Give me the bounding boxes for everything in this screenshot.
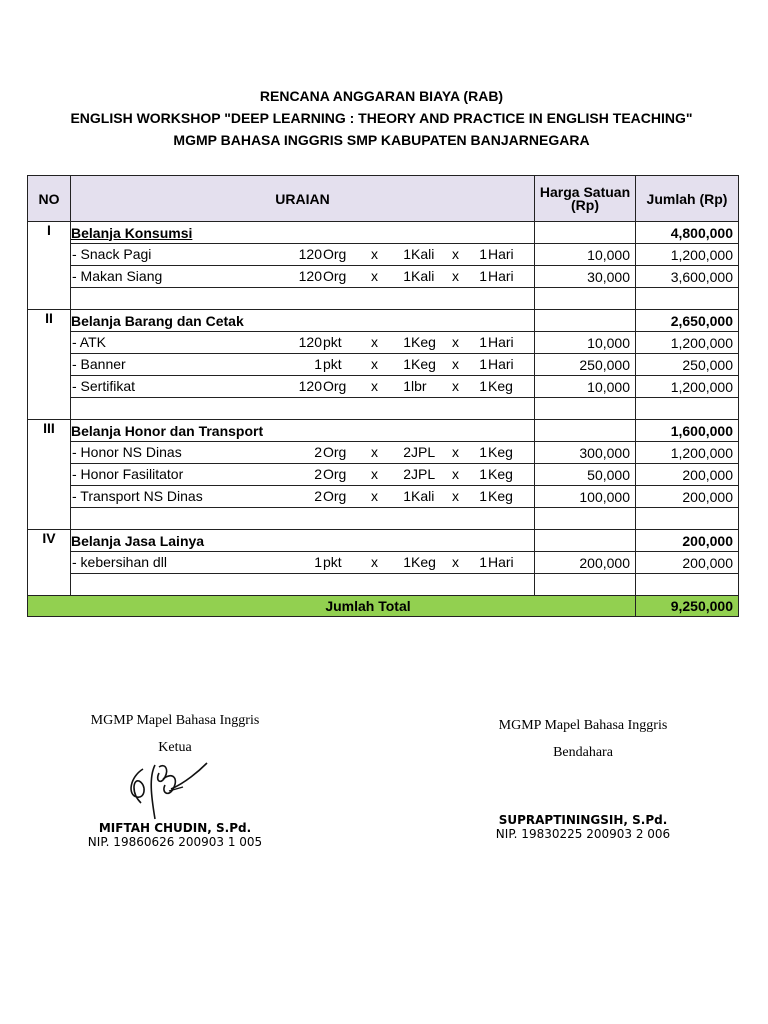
item-row [28,332,739,354]
item-unit-1: Org [323,466,347,482]
item-qty-2: 1 [403,356,411,372]
item-row [28,354,739,376]
item-harga: 200,000 [535,552,636,574]
spacer-uraian [71,508,535,530]
item-times-1: x [371,466,378,482]
section-number: IV [28,530,71,596]
item-harga: 10,000 [535,376,636,398]
item-unit-3: Keg [488,444,513,460]
item-times-1: x [371,488,378,504]
spacer-jumlah [636,398,739,420]
header-harga-line2: (Rp) [571,196,599,213]
item-harga: 10,000 [535,332,636,354]
header-harga-line1: Harga Satuan [539,183,631,200]
item-qty-1: 2 [314,444,322,460]
section-label: Belanja Honor dan Transport [71,420,535,442]
item-qty-3: 1 [479,268,487,284]
item-qty-3: 1 [479,554,487,570]
item-harga: 100,000 [535,486,636,508]
item-unit-3: Hari [488,246,514,262]
item-description: - Honor NS Dinas [72,444,182,460]
section-total: 200,000 [636,530,739,552]
item-row [28,464,739,486]
item-unit-2: JPL [411,466,436,482]
item-row [28,266,739,288]
sign-left-role: Ketua [158,740,192,755]
item-description: - Banner [72,356,126,372]
total-label: Jumlah Total [28,596,636,617]
item-qty-3: 1 [479,246,487,262]
item-unit-2: Keg [411,554,436,570]
item-description-cell [71,376,535,398]
header-uraian: URAIAN [71,176,535,222]
item-jumlah: 200,000 [636,486,739,508]
section-harga-empty [535,420,636,442]
item-qty-1: 1 [314,356,322,372]
section-total: 1,600,000 [636,420,739,442]
item-times-2: x [452,488,459,504]
item-unit-1: Org [323,378,347,394]
item-unit-1: Org [323,268,347,284]
item-unit-3: Hari [488,554,514,570]
item-description: - ATK [72,334,106,350]
item-unit-1: Org [323,246,347,262]
sign-right-org: MGMP Mapel Bahasa Inggris [498,718,668,733]
item-unit-3: Keg [488,466,513,482]
spacer-row [28,508,739,530]
item-times-2: x [452,466,459,482]
item-description-cell [71,464,535,486]
item-unit-1: Org [323,488,347,504]
item-qty-2: 2 [403,444,411,460]
item-qty-1: 120 [298,268,322,284]
sign-right-nip: NIP. 19830225 200903 2 006 [495,827,671,841]
item-qty-1: 120 [298,334,322,350]
item-qty-1: 2 [314,466,322,482]
spacer-row [28,574,739,596]
section-row [28,420,739,442]
spacer-harga [535,508,636,530]
item-unit-2: Kali [411,246,435,262]
item-times-1: x [371,444,378,460]
item-description-cell [71,244,535,266]
item-qty-3: 1 [479,334,487,350]
item-description: - Snack Pagi [72,246,152,262]
item-unit-1: pkt [323,554,342,570]
item-times-1: x [371,334,378,350]
item-qty-1: 120 [298,378,322,394]
item-qty-3: 1 [479,444,487,460]
item-jumlah: 1,200,000 [636,332,739,354]
item-unit-2: Kali [411,268,435,284]
item-row [28,552,739,574]
item-harga: 10,000 [535,244,636,266]
item-description-cell [71,354,535,376]
item-qty-1: 120 [298,246,322,262]
item-description: - kebersihan dll [72,554,167,570]
item-unit-2: Keg [411,356,436,372]
spacer-jumlah [636,508,739,530]
item-jumlah: 200,000 [636,552,739,574]
item-qty-2: 1 [403,488,411,504]
item-harga: 30,000 [535,266,636,288]
section-label: Belanja Jasa Lainya [71,530,535,552]
item-row [28,442,739,464]
spacer-jumlah [636,288,739,310]
item-qty-2: 2 [403,466,411,482]
item-times-2: x [452,356,459,372]
item-times-1: x [371,356,378,372]
item-qty-2: 1 [403,268,411,284]
item-description-cell [71,332,535,354]
spacer-harga [535,574,636,596]
section-row [28,530,739,552]
budget-table [27,175,739,617]
item-harga: 50,000 [535,464,636,486]
spacer-harga [535,288,636,310]
item-row [28,376,739,398]
item-unit-1: pkt [323,356,342,372]
item-jumlah: 200,000 [636,464,739,486]
total-row [28,596,739,617]
item-qty-3: 1 [479,356,487,372]
section-harga-empty [535,530,636,552]
item-unit-1: Org [323,444,347,460]
header-jumlah: Jumlah (Rp) [636,176,739,222]
header-no: NO [28,176,71,222]
section-total: 2,650,000 [636,310,739,332]
item-qty-2: 1 [403,246,411,262]
item-unit-3: Hari [488,356,514,372]
section-number: III [28,420,71,530]
item-jumlah: 1,200,000 [636,376,739,398]
section-harga-empty [535,222,636,244]
item-unit-2: Kali [411,488,435,504]
item-unit-3: Keg [488,488,513,504]
item-harga: 300,000 [535,442,636,464]
item-times-2: x [452,554,459,570]
item-times-1: x [371,246,378,262]
item-row [28,486,739,508]
table-header-row [28,176,739,222]
section-row [28,222,739,244]
item-jumlah: 250,000 [636,354,739,376]
header-harga-satuan [535,176,636,222]
item-qty-2: 1 [403,334,411,350]
section-number: I [28,222,71,310]
item-qty-3: 1 [479,378,487,394]
spacer-uraian [71,288,535,310]
item-times-1: x [371,268,378,284]
item-description-cell [71,552,535,574]
item-description: - Honor Fasilitator [72,466,184,482]
item-qty-3: 1 [479,488,487,504]
item-unit-3: Hari [488,334,514,350]
section-label: Belanja Barang dan Cetak [71,310,535,332]
sign-left-nip: NIP. 19860626 200903 1 005 [87,835,263,849]
signature-scribble-icon [125,759,225,821]
item-times-2: x [452,378,459,394]
item-times-2: x [452,444,459,460]
item-description: - Makan Siang [72,268,163,284]
section-row [28,310,739,332]
item-description: - Sertifikat [72,378,136,394]
item-unit-2: Keg [411,334,436,350]
item-times-2: x [452,268,459,284]
total-value: 9,250,000 [636,596,739,617]
spacer-uraian [71,574,535,596]
spacer-harga [535,398,636,420]
item-times-1: x [371,554,378,570]
item-jumlah: 1,200,000 [636,442,739,464]
item-description-cell [71,266,535,288]
item-unit-1: pkt [323,334,342,350]
item-jumlah: 1,200,000 [636,244,739,266]
title-workshop: ENGLISH WORKSHOP "DEEP LEARNING : THEORY AND PRACTICE IN ENGLISH TEACHING" [70,110,693,126]
sign-right-role: Bendahara [553,745,613,760]
table-body [28,222,739,596]
item-unit-3: Hari [488,268,514,284]
item-row [28,244,739,266]
item-qty-1: 1 [314,554,322,570]
item-description-cell [71,486,535,508]
item-unit-2: JPL [411,444,436,460]
item-qty-1: 2 [314,488,322,504]
item-harga: 250,000 [535,354,636,376]
signature-right [480,716,686,841]
item-qty-2: 1 [403,554,411,570]
item-jumlah: 3,600,000 [636,266,739,288]
sign-left-org: MGMP Mapel Bahasa Inggris [90,713,260,728]
item-unit-3: Keg [488,378,513,394]
title-mgmp: MGMP BAHASA INGGRIS SMP KABUPATEN BANJARNEGARA [173,132,590,148]
item-qty-3: 1 [479,466,487,482]
sign-right-name: SUPRAPTININGSIH, S.Pd. [498,813,668,827]
section-label: Belanja Konsumsi [71,222,535,244]
title-rab: RENCANA ANGGARAN BIAYA (RAB) [259,88,504,104]
document-title [0,86,763,152]
spacer-uraian [71,398,535,420]
section-harga-empty [535,310,636,332]
spacer-row [28,288,739,310]
item-qty-2: 1 [403,378,411,394]
item-description-cell [71,442,535,464]
item-unit-2: lbr [411,378,427,394]
sign-left-name: MIFTAH CHUDIN, S.Pd. [98,821,252,835]
item-times-2: x [452,246,459,262]
section-number: II [28,310,71,420]
signature-left [72,712,278,849]
item-description: - Transport NS Dinas [72,488,203,504]
spacer-jumlah [636,574,739,596]
item-times-1: x [371,378,378,394]
spacer-row [28,398,739,420]
section-total: 4,800,000 [636,222,739,244]
item-times-2: x [452,334,459,350]
